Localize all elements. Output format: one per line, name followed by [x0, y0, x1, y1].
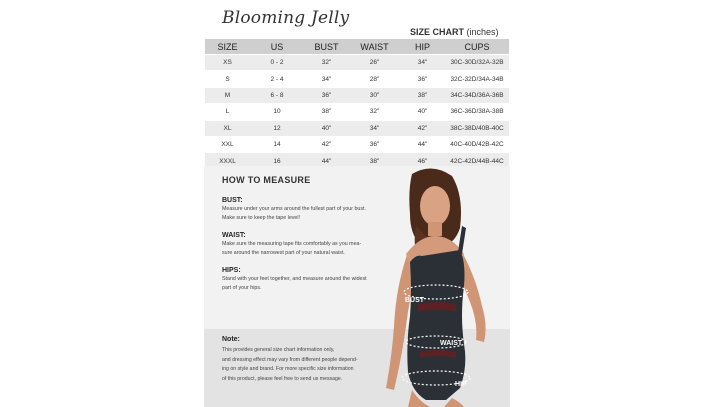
cell-bust: 36": [304, 87, 349, 103]
model-illustration: [360, 166, 510, 407]
bust-instructions: [222, 205, 382, 223]
header-us: US: [250, 39, 304, 55]
cell-us: 12: [250, 120, 304, 136]
table-header-row: [205, 39, 509, 55]
cell-cups: 36C-36D/38A-38B: [445, 104, 509, 120]
cell-hip: 40": [400, 104, 445, 120]
size-chart-table: [205, 39, 509, 169]
cell-hip: 46": [400, 153, 445, 169]
cell-us: 2 - 4: [250, 71, 304, 87]
table-row: [205, 71, 509, 87]
bust-figure-label: BUST: [405, 297, 425, 304]
table-row: [205, 136, 509, 152]
table-row: [205, 87, 509, 103]
cell-bust: 32": [304, 55, 349, 71]
hips-line: Stand with your feet together, and measure around the widest: [222, 276, 367, 282]
cell-size: XXL: [205, 136, 250, 152]
cell-waist: 28": [349, 71, 400, 87]
cell-hip: 44": [400, 136, 445, 152]
cell-waist: 30": [349, 87, 400, 103]
cell-us: 16: [250, 153, 304, 169]
cell-cups: 42C-42D/44B-44C: [445, 153, 509, 169]
cell-waist: 36": [349, 136, 400, 152]
header-size: SIZE: [205, 39, 250, 55]
cell-hip: 42": [400, 120, 445, 136]
cell-cups: 40C-40D/42B-42C: [445, 136, 509, 152]
cell-waist: 26": [349, 55, 400, 71]
cell-waist: 34": [349, 120, 400, 136]
table-row: [205, 120, 509, 136]
note-line: ing on style and brand. For more specific size information: [222, 366, 354, 372]
waist-line: Make sure the measuring tape fits comfortably as you mea-: [222, 241, 362, 247]
cell-waist: 38": [349, 153, 400, 169]
cell-us: 14: [250, 136, 304, 152]
cell-size: XS: [205, 55, 250, 71]
note-line: of this product, please feel free to send us message.: [222, 375, 343, 382]
bust-line: Make sure to keep the tape level!: [222, 215, 301, 221]
bust-heading: BUST:: [222, 197, 243, 204]
cell-cups: 32C-32D/34A-34B: [445, 71, 509, 87]
hips-heading: HIPS:: [222, 267, 241, 274]
cell-cups: 34C-34D/36A-36B: [445, 87, 509, 103]
note-body: [222, 346, 382, 384]
model-figure: [360, 166, 510, 407]
header-cups: CUPS: [445, 39, 509, 55]
size-chart-unit: (inches): [464, 27, 499, 37]
size-chart-title-text: SIZE CHART: [410, 27, 464, 37]
cell-cups: 30C-30D/32A-32B: [445, 55, 509, 71]
bust-line: Measure under your arms around the fullest part of your bust.: [222, 206, 366, 212]
cell-size: XL: [205, 120, 250, 136]
cell-cups: 38C-38D/40B-40C: [445, 120, 509, 136]
note-line: This provides general size chart information only,: [222, 347, 335, 353]
cell-hip: 36": [400, 71, 445, 87]
waist-line: sure around the narrowest part of your natural waist.: [222, 250, 345, 256]
header-waist: WAIST: [349, 39, 400, 55]
cell-bust: 44": [304, 153, 349, 169]
cell-size: S: [205, 71, 250, 87]
cell-us: 6 - 8: [250, 87, 304, 103]
cell-size: L: [205, 104, 250, 120]
waist-figure-label: WAIST: [440, 340, 463, 347]
size-chart-title: [410, 27, 499, 37]
cell-bust: 34": [304, 71, 349, 87]
hips-instructions: [222, 275, 382, 293]
table-row: [205, 55, 509, 71]
waist-heading: WAIST:: [222, 232, 246, 239]
note-title: Note:: [222, 336, 240, 343]
cell-bust: 42": [304, 136, 349, 152]
hips-line: part of your hips.: [222, 285, 262, 291]
cell-bust: 38": [304, 104, 349, 120]
cell-us: 10: [250, 104, 304, 120]
how-to-measure-title: HOW TO MEASURE: [222, 175, 311, 185]
cell-hip: 38": [400, 87, 445, 103]
cell-us: 0 - 2: [250, 55, 304, 71]
brand-logo: Blooming Jelly: [222, 8, 350, 28]
cell-waist: 32": [349, 104, 400, 120]
header-hip: HIP: [400, 39, 445, 55]
hip-figure-label: HIP: [455, 381, 467, 388]
cell-bust: 40": [304, 120, 349, 136]
note-line: and dressing effect may vary from different people depend-: [222, 356, 358, 363]
cell-size: M: [205, 87, 250, 103]
waist-instructions: [222, 240, 382, 258]
cell-size: XXXL: [205, 153, 250, 169]
header-bust: BUST: [304, 39, 349, 55]
cell-hip: 34": [400, 55, 445, 71]
table-row: [205, 104, 509, 120]
